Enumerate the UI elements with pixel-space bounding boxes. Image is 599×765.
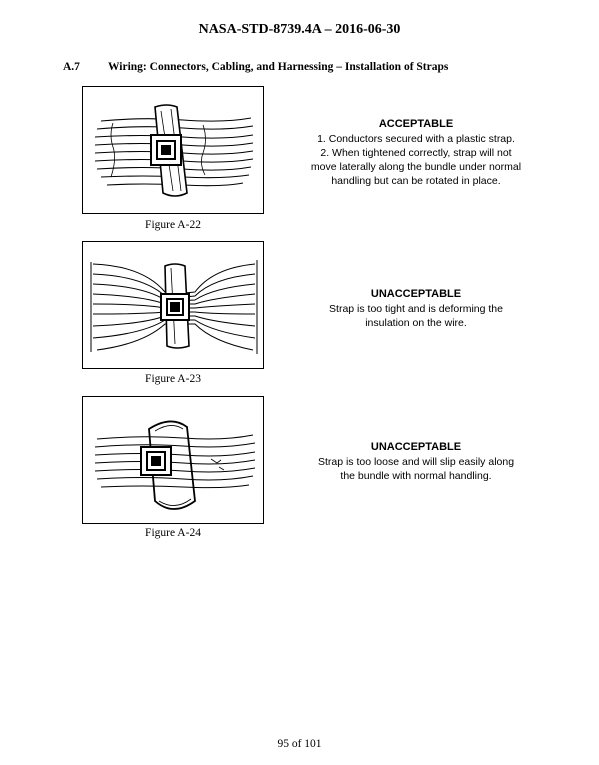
- description-line: the bundle with normal handling.: [340, 470, 492, 482]
- strap-acceptable-drawing: [83, 87, 263, 213]
- section-title: Wiring: Connectors, Cabling, and Harnessing – Installation of Straps: [108, 61, 449, 73]
- figure-a22-description: [296, 117, 536, 188]
- figure-a24-illustration: [82, 396, 264, 524]
- verdict-label: ACCEPTABLE: [378, 118, 454, 130]
- figure-a22-caption: Figure A-22: [145, 219, 201, 231]
- section-number: A.7: [63, 61, 80, 73]
- description-line: Strap is too tight and is deforming the: [329, 303, 503, 315]
- description-line: insulation on the wire.: [365, 317, 467, 329]
- figure-a24-caption: Figure A-24: [145, 527, 201, 539]
- verdict-label: UNACCEPTABLE: [370, 288, 462, 300]
- figure-a23-description: [296, 287, 536, 330]
- description-line: handling but can be rotated in place.: [331, 175, 501, 187]
- verdict-label: UNACCEPTABLE: [370, 441, 462, 453]
- figure-a23-caption: Figure A-23: [145, 373, 201, 385]
- page-number: 95 of 101: [277, 738, 322, 750]
- figure-a23-illustration: [82, 241, 264, 369]
- document-header: NASA-STD-8739.4A – 2016-06-30: [198, 22, 401, 37]
- description-line: Strap is too loose and will slip easily along: [317, 456, 515, 468]
- description-line: 1. Conductors secured with a plastic strap.: [317, 133, 515, 145]
- description-line: move laterally along the bundle under normal: [310, 161, 522, 173]
- strap-too-tight-drawing: [83, 242, 263, 368]
- figure-a22-illustration: [82, 86, 264, 214]
- strap-too-loose-drawing: [83, 397, 263, 523]
- figure-a24-description: [296, 440, 536, 483]
- description-line: 2. When tightened correctly, strap will not: [320, 147, 512, 159]
